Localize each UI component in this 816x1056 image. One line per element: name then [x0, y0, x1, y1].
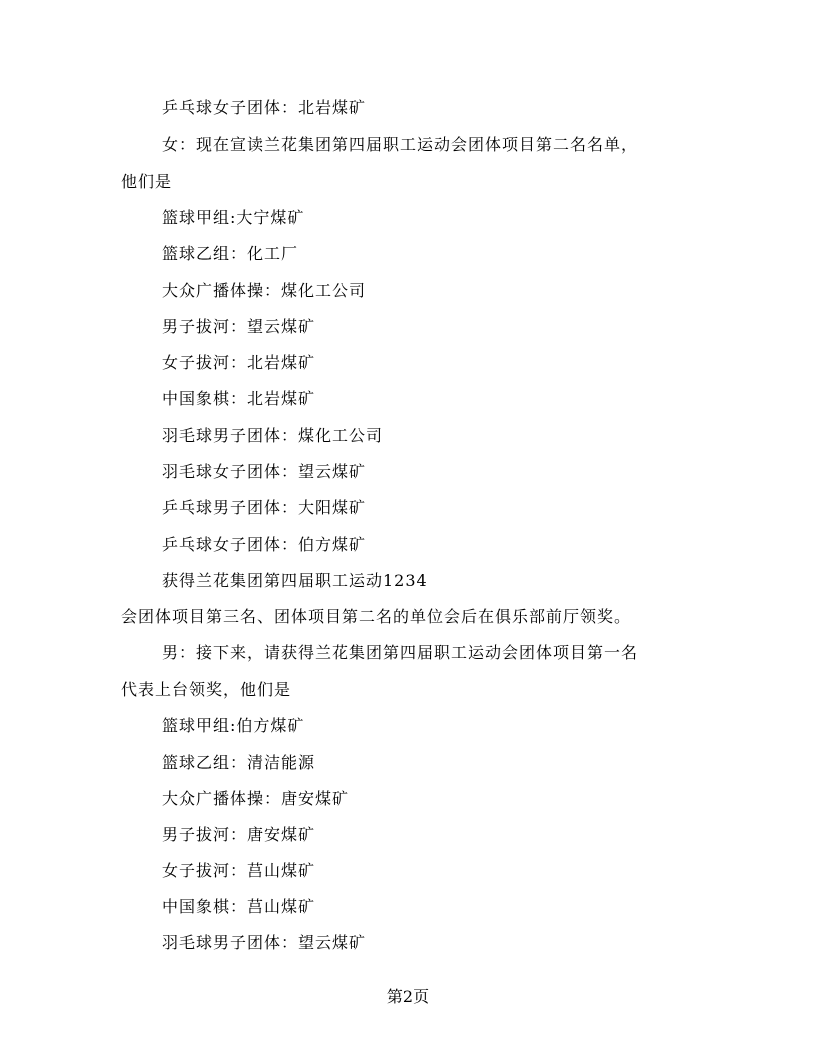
text-line: 中国象棋：莒山煤矿: [162, 897, 316, 916]
text-line: 篮球乙组：清洁能源: [162, 753, 316, 772]
page-number: 第2页: [386, 987, 430, 1006]
text-line: 乒乓球男子团体：大阳煤矿: [162, 498, 367, 517]
text-line: 女子拔河：北岩煤矿: [162, 353, 316, 372]
text-line: 篮球甲组:大宁煤矿: [162, 208, 305, 227]
text-line: 会团体项目第三名、团体项目第二名的单位会后在俱乐部前厅领奖。: [121, 607, 632, 626]
text-line: 男子拔河：唐安煤矿: [162, 825, 316, 844]
text-line: 羽毛球男子团体：煤化工公司: [162, 426, 384, 445]
text-line: 羽毛球女子团体：望云煤矿: [162, 462, 367, 481]
text-line: 男：接下来，请获得兰花集团第四届职工运动会团体项目第一名: [162, 643, 639, 662]
text-line: 大众广播体操：唐安煤矿: [162, 789, 350, 808]
text-line: 女：现在宣读兰花集团第四届职工运动会团体项目第二名名单，: [162, 135, 639, 154]
text-line: 代表上台领奖，他们是: [121, 680, 292, 699]
text-line: 获得兰花集团第四届职工运动1234: [162, 571, 428, 590]
text-line: 乒乓球女子团体：北岩煤矿: [162, 98, 367, 117]
text-line: 篮球乙组：化工厂: [162, 244, 299, 263]
text-line: 篮球甲组:伯方煤矿: [162, 716, 305, 735]
text-line: 大众广播体操：煤化工公司: [162, 281, 367, 300]
text-line: 女子拔河：莒山煤矿: [162, 861, 316, 880]
text-line: 他们是: [121, 172, 173, 191]
text-line: 中国象棋：北岩煤矿: [162, 389, 316, 408]
text-line: 羽毛球男子团体：望云煤矿: [162, 933, 367, 952]
text-line: 男子拔河：望云煤矿: [162, 317, 316, 336]
text-line: 乒乓球女子团体：伯方煤矿: [162, 535, 367, 554]
